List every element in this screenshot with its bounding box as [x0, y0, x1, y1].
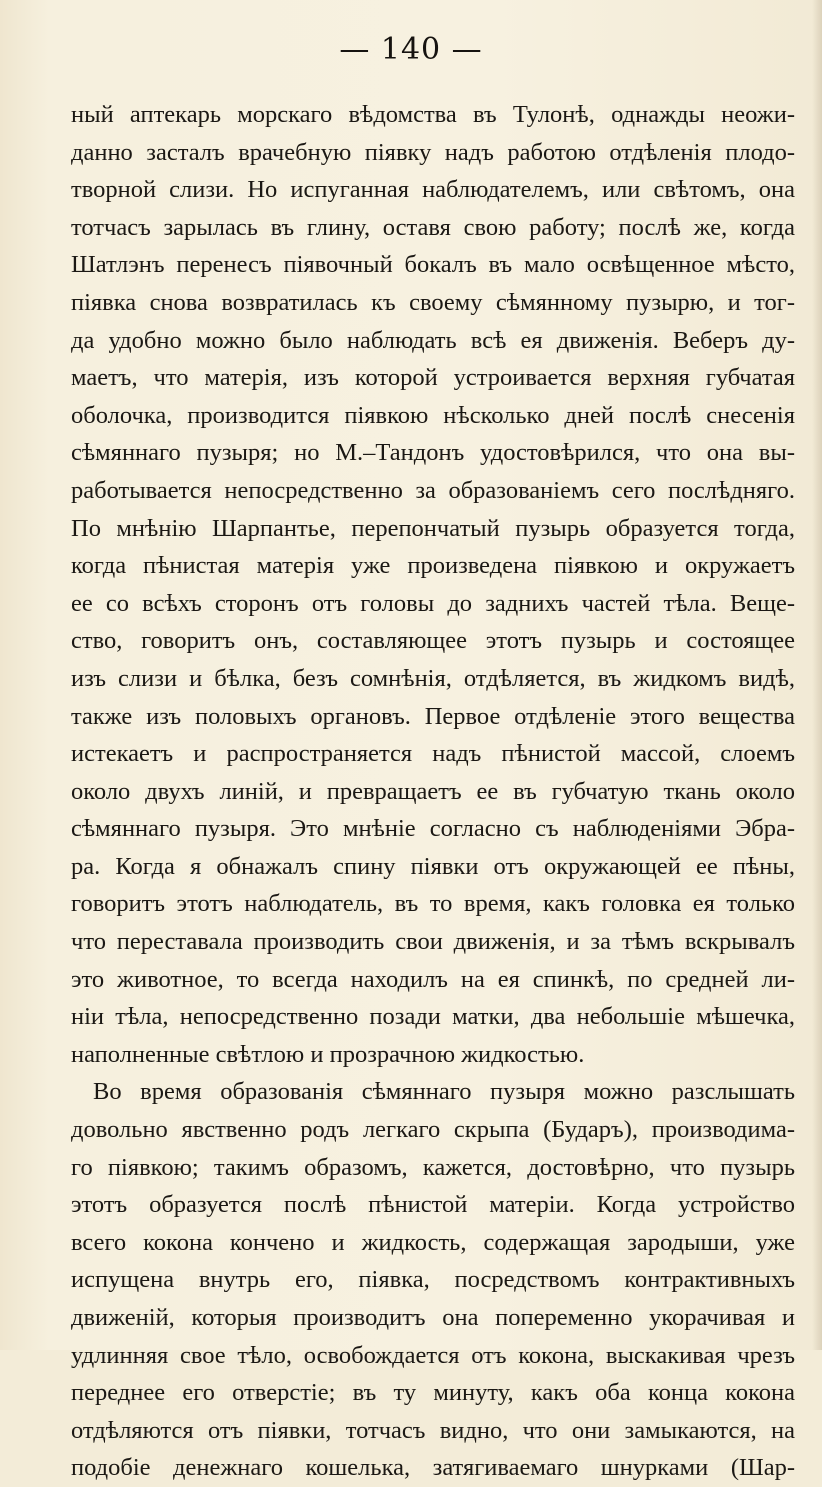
body-text	[71, 96, 795, 1487]
text-line: это животное, то всегда находилъ на ея спинкѣ, по средней ли-	[71, 965, 795, 993]
text-line: движеній, которыя производитъ она попеременно укорачивая и	[71, 1304, 795, 1331]
text-line: сѣмяннаго пузыря; но М.–Тандонъ удостовѣрился, что она вы-	[71, 439, 795, 467]
text-line: этотъ образуется послѣ пѣнистой матеріи. Когда устройство	[71, 1191, 795, 1219]
text-line: удлинняя свое тѣло, освобождается отъ кокона, выскакивая чрезъ	[71, 1341, 795, 1369]
text-line: работывается непосредственно за образованіемъ сего послѣдняго.	[71, 476, 795, 504]
paragraph-2	[71, 1073, 795, 1487]
text-line: данно засталъ врачебную піявку надъ работою отдѣленія плодо-	[71, 138, 795, 166]
text-line: говоритъ этотъ наблюдатель, въ то время, какъ головка ея только	[71, 890, 795, 918]
page-number: — 140 —	[339, 32, 483, 67]
text-line: ее со всѣхъ сторонъ отъ головы до заднихъ частей тѣла. Веще-	[71, 589, 795, 617]
text-line: творной слизи. Но испуганная наблюдателемъ, или свѣтомъ, она	[71, 176, 795, 204]
text-line: довольно явственно родъ легкаго скрыпа (Бударъ), производима-	[71, 1116, 795, 1144]
text-line: переднее его отверстіе; въ ту минуту, какъ оба конца кокона	[71, 1379, 795, 1407]
text-line: также изъ половыхъ органовъ. Первое отдѣленіе этого вещества	[71, 702, 795, 730]
text-line: около двухъ линій, и превращаетъ ее въ губчатую ткань около	[71, 777, 795, 805]
text-line: отдѣляются отъ піявки, тотчасъ видно, что они замыкаются, на	[71, 1416, 795, 1444]
text-line: Шатлэнъ перенесъ піявочный бокалъ въ мало освѣщенное мѣсто,	[71, 251, 795, 279]
text-line: испущена внутрь его, піявка, посредствомъ контрактивныхъ	[71, 1266, 795, 1294]
text-line: ный аптекарь морскаго вѣдомства въ Тулонѣ, однажды неожи-	[71, 101, 795, 128]
text-line: истекаетъ и распространяется надъ пѣнистой массой, слоемъ	[71, 740, 795, 768]
text-line: когда пѣнистая матерія уже произведена піявкою и окружаетъ	[71, 552, 795, 580]
text-line: ніи тѣла, непосредственно позади матки, два небольшіе мѣшечка,	[71, 1003, 795, 1031]
text-line: что переставала производить свои движенія, и за тѣмъ вскрывалъ	[71, 928, 795, 956]
text-line: По мнѣнію Шарпантье, перепончатый пузырь образуется тогда,	[71, 514, 795, 542]
text-line: всего кокона кончено и жидкость, содержащая зародыши, уже	[71, 1228, 795, 1256]
text-line: оболочка, производится піявкою нѣсколько дней послѣ снесенія	[71, 401, 795, 429]
text-line: маетъ, что матерія, изъ которой устроивается верхняя губчатая	[71, 364, 795, 392]
text-line: Во время образованія сѣмяннаго пузыря можно разслышать	[93, 1078, 795, 1106]
text-line: ра. Когда я обнажалъ спину піявки отъ окружающей ее пѣны,	[71, 852, 795, 880]
paragraph-1	[71, 96, 795, 1073]
text-line: подобіе денежнаго кошелька, затягиваемаго шнурками (Шар-	[71, 1454, 795, 1482]
text-line: изъ слизи и бѣлка, безъ сомнѣнія, отдѣляется, въ жидкомъ видѣ,	[71, 664, 795, 692]
text-line: го піявкою; такимъ образомъ, кажется, достовѣрно, что пузырь	[71, 1153, 795, 1181]
text-line: наполненные свѣтлою и прозрачною жидкостью.	[71, 1040, 585, 1068]
text-line: тотчасъ зарылась въ глину, оставя свою работу; послѣ же, когда	[71, 213, 795, 241]
text-line: ство, говоритъ онъ, составляющее этотъ пузырь и состоящее	[71, 627, 795, 655]
text-line: да удобно можно было наблюдать всѣ ея движенія. Веберъ ду-	[71, 326, 795, 354]
text-line: сѣмяннаго пузыря. Это мнѣніе согласно съ наблюденіями Эбра-	[71, 815, 795, 843]
text-line: піявка снова возвратилась къ своему сѣмянному пузырю, и тог-	[71, 288, 795, 316]
